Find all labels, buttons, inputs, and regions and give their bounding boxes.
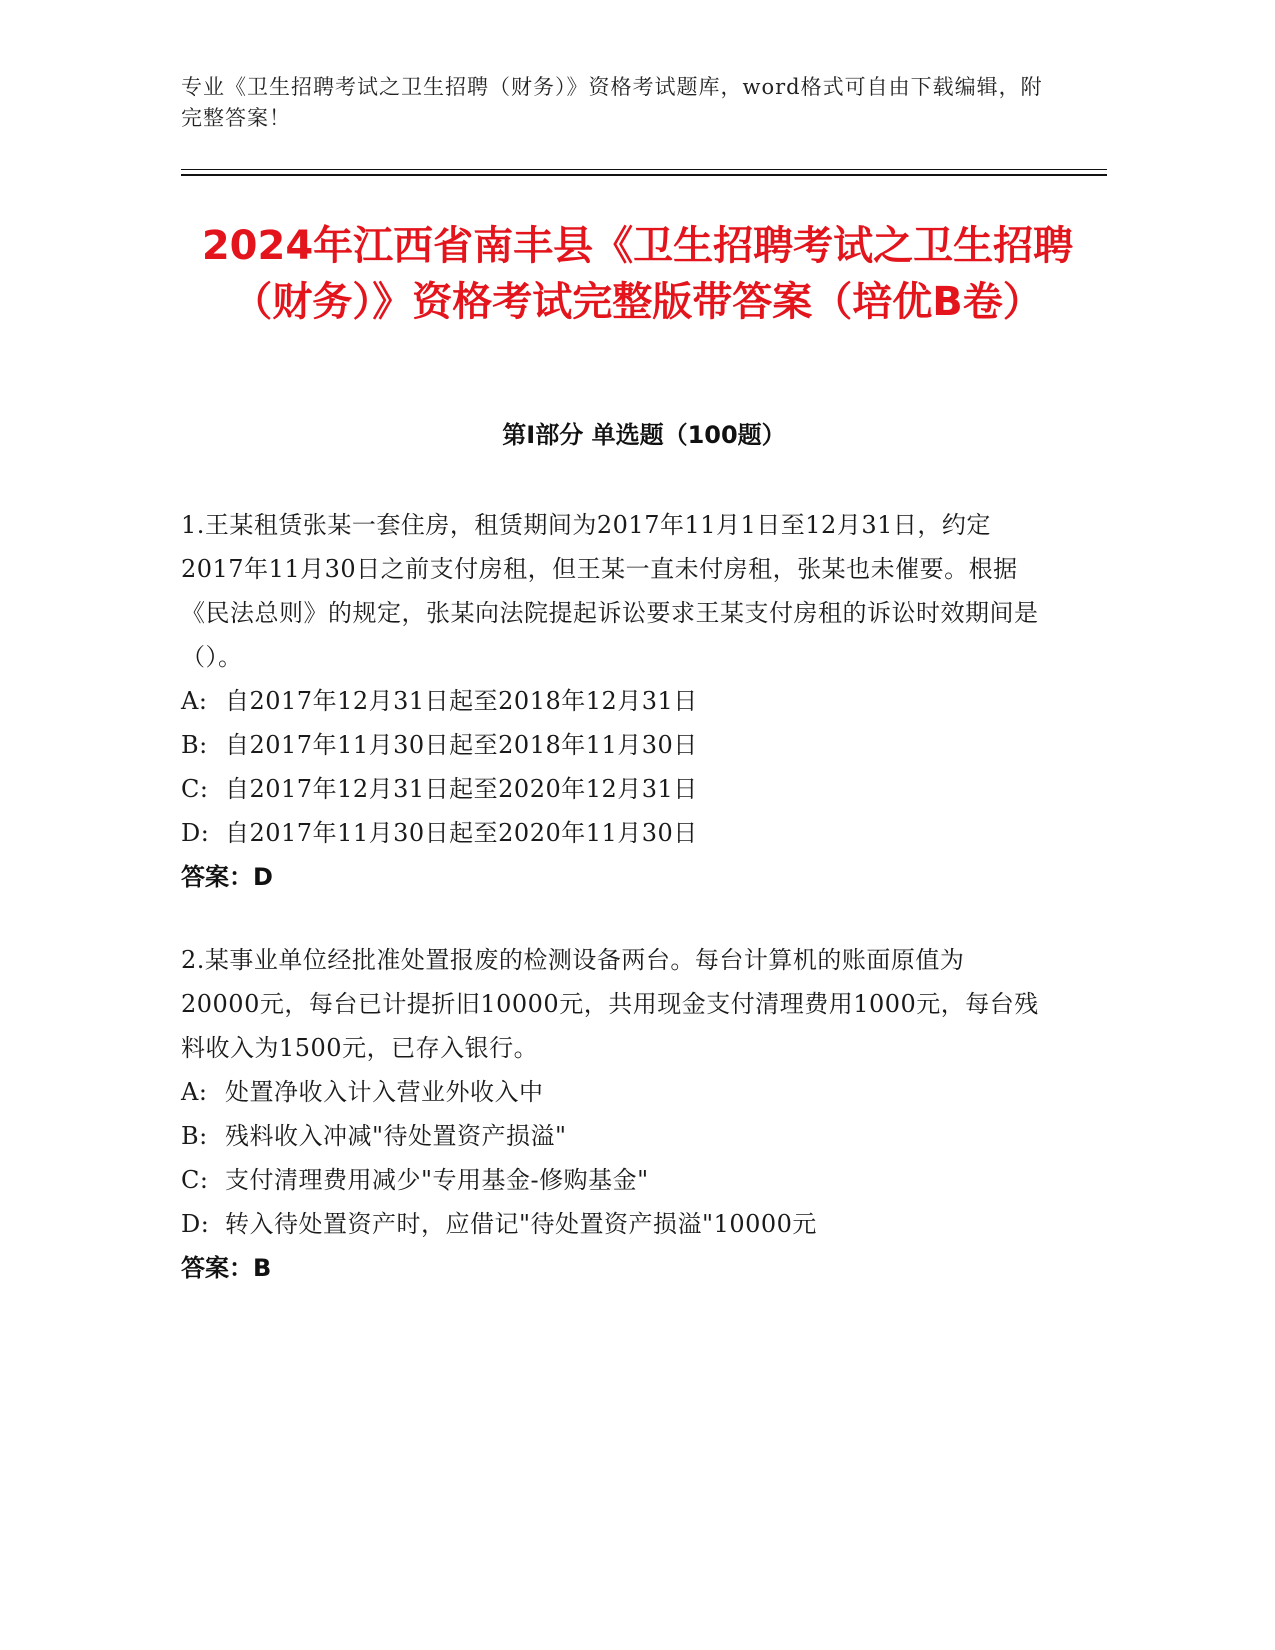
header-note: 专业《卫生招聘考试之卫生招聘（财务）》资格考试题库，word格式可自由下载编辑，附完整答案！: [181, 75, 1043, 130]
question-2: [181, 938, 1041, 1290]
question-stem: 1.王某租赁张某一套住房，租赁期间为2017年11月1日至12月31日，约定2017年11月30日之前支付房租，但王某一直未付房租，张某也未催要。根据《民法总则》的规定，张某向法院提起诉讼要求王某支付房租的诉讼时效期间是（）。: [181, 511, 1039, 671]
option-d: [181, 1202, 1041, 1246]
option-d: [181, 811, 1041, 855]
option-key: C:: [181, 1166, 209, 1194]
answer-line: 答案：B: [181, 1254, 272, 1282]
option-text: 支付清理费用减少"专用基金-修购基金": [225, 1166, 649, 1194]
option-key: A:: [181, 1078, 208, 1106]
option-text: 自2017年12月31日起至2020年12月31日: [225, 775, 698, 803]
option-text: 残料收入冲减"待处置资产损溢": [225, 1122, 567, 1150]
section-heading: 第I部分 单选题（100题）: [502, 421, 786, 449]
document-title: 2024年江西省南丰县《卫生招聘考试之卫生招聘（财务）》资格考试完整版带答案（培优B卷）: [201, 223, 1074, 325]
option-text: 自2017年11月30日起至2018年11月30日: [225, 731, 698, 759]
question-1: [181, 503, 1041, 899]
option-text: 自2017年12月31日起至2018年12月31日: [225, 687, 698, 715]
option-key: B:: [181, 1122, 208, 1150]
option-a: [181, 679, 1041, 723]
answer-line: 答案：D: [181, 863, 273, 891]
option-b: [181, 1114, 1041, 1158]
option-c: [181, 767, 1041, 811]
option-text: 处置净收入计入营业外收入中: [225, 1078, 544, 1106]
option-key: B:: [181, 731, 208, 759]
header-divider-thick: [181, 174, 1107, 176]
option-c: [181, 1158, 1041, 1202]
option-key: A:: [181, 687, 208, 715]
option-text: 自2017年11月30日起至2020年11月30日: [225, 819, 698, 847]
question-stem: 2.某事业单位经批准处置报废的检测设备两台。每台计算机的账面原值为20000元，每台已计提折旧10000元，共用现金支付清理费用1000元，每台残料收入为1500元，已存入银行。: [181, 946, 1039, 1062]
option-key: D:: [181, 1210, 210, 1238]
option-key: D:: [181, 819, 210, 847]
header-divider-thin: [181, 169, 1107, 170]
option-b: [181, 723, 1041, 767]
option-text: 转入待处置资产时，应借记"待处置资产损溢"10000元: [225, 1210, 817, 1238]
option-key: C:: [181, 775, 209, 803]
option-a: [181, 1070, 1041, 1114]
